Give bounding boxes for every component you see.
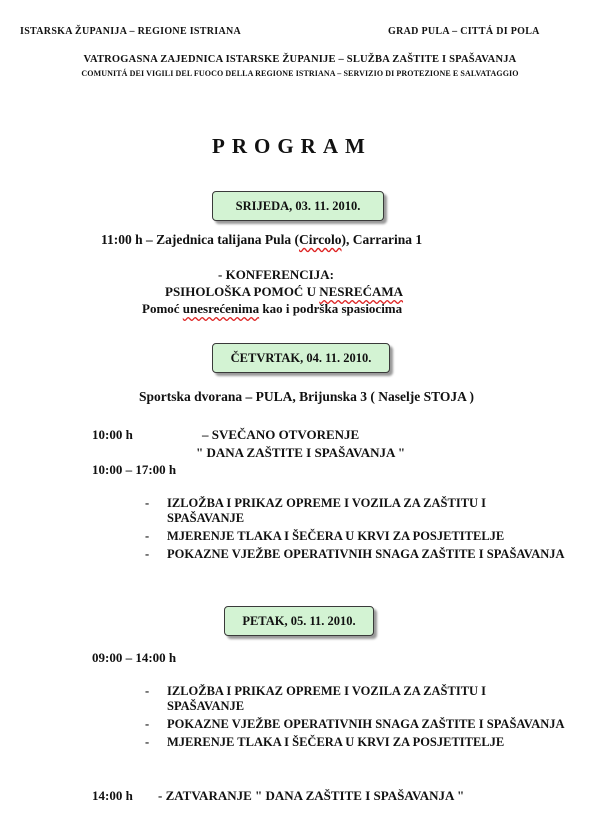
list-item-text: IZLOŽBA I PRIKAZ OPREME I VOZILA ZA ZAŠTITU I SPAŠAVANJE bbox=[167, 684, 487, 713]
day1-time-venue bbox=[101, 232, 422, 248]
header-left: ISTARSKA ŽUPANIJA – REGIONE ISTRIANA bbox=[20, 26, 242, 37]
org-name-it: COMUNITÁ DEI VIGILI DEL FUOCO DELLA REGIONE ISTRIANA – SERVIZIO DI PROTEZIONE E SALVATAGGIO bbox=[81, 69, 519, 78]
bullet-dash: - bbox=[145, 547, 150, 561]
page-title: PROGRAM bbox=[212, 134, 372, 158]
conference-subtitle-b: unesrećenima bbox=[182, 301, 260, 316]
list-item-text: MJERENJE TLAKA I ŠEČERA U KRVI ZA POSJETITELJE bbox=[167, 529, 505, 543]
org-name-hr: VATROGASNA ZAJEDNICA ISTARSKE ŽUPANIJE – SLUŽBA ZAŠTITE I SPAŠAVANJA bbox=[83, 54, 517, 65]
day-box-thursday bbox=[212, 343, 390, 373]
list-item-text: MJERENJE TLAKA I ŠEČERA U KRVI ZA POSJETITELJE bbox=[167, 735, 505, 749]
header-right: GRAD PULA – CITTÁ DI POLA bbox=[388, 26, 540, 37]
day3-closing: - ZATVARANJE " DANA ZAŠTITE I SPAŠAVANJA " bbox=[158, 788, 465, 803]
conference-subtitle-a: Pomoć bbox=[142, 301, 183, 316]
list-item bbox=[145, 684, 565, 714]
bullet-dash: - bbox=[145, 717, 150, 731]
day2-activity-list bbox=[145, 496, 565, 565]
conference-title bbox=[165, 284, 403, 300]
list-item bbox=[145, 529, 565, 544]
day2-event-opening: – SVEČANO OTVORENJE bbox=[202, 427, 360, 442]
day2-time-1: 10:00 h bbox=[92, 427, 133, 442]
day2-venue: Sportska dvorana – PULA, Brijunska 3 ( Naselje STOJA ) bbox=[139, 389, 475, 404]
day1-time: 11:00 h – Zajednica talijana Pula ( bbox=[101, 232, 300, 247]
day2-event-name: " DANA ZAŠTITE I SPAŠAVANJA " bbox=[196, 445, 406, 460]
conference-subtitle bbox=[142, 301, 402, 317]
day-box-friday bbox=[224, 606, 374, 636]
day1-venue-rest: ), Carrarina 1 bbox=[341, 232, 423, 247]
list-item-text: POKAZNE VJEŽBE OPERATIVNIH SNAGA ZAŠTITE I SPAŠAVANJA bbox=[167, 717, 565, 731]
conference-subtitle-c: kao i podrška spasiocima bbox=[259, 301, 403, 316]
day-label-wednesday: SRIJEDA, 03. 11. 2010. bbox=[235, 198, 361, 213]
bullet-dash: - bbox=[145, 684, 150, 698]
day3-time-2: 14:00 h bbox=[92, 788, 133, 803]
day1-venue-word: Circolo bbox=[299, 232, 342, 247]
list-item-text: POKAZNE VJEŽBE OPERATIVNIH SNAGA ZAŠTITE I SPAŠAVANJA bbox=[167, 547, 565, 561]
day3-time-1: 09:00 – 14:00 h bbox=[92, 650, 177, 665]
bullet-dash: - bbox=[145, 735, 150, 749]
list-item bbox=[145, 717, 565, 732]
day3-activity-list bbox=[145, 684, 565, 753]
conference-label: - KONFERENCIJA: bbox=[218, 267, 334, 282]
bullet-dash: - bbox=[145, 496, 150, 510]
list-item bbox=[145, 496, 565, 526]
day-box-wednesday bbox=[212, 191, 384, 221]
day-label-friday: PETAK, 05. 11. 2010. bbox=[242, 613, 356, 628]
list-item bbox=[145, 735, 565, 750]
list-item bbox=[145, 547, 565, 562]
day-label-thursday: ČETVRTAK, 04. 11. 2010. bbox=[230, 350, 372, 365]
conference-title-b: NESREĆAMA bbox=[319, 284, 404, 299]
conference-title-a: PSIHOLOŠKA POMOĆ U bbox=[165, 284, 320, 299]
day2-time-2: 10:00 – 17:00 h bbox=[92, 462, 177, 477]
bullet-dash: - bbox=[145, 529, 150, 543]
list-item-text: IZLOŽBA I PRIKAZ OPREME I VOZILA ZA ZAŠTITU I SPAŠAVANJE bbox=[167, 496, 487, 525]
